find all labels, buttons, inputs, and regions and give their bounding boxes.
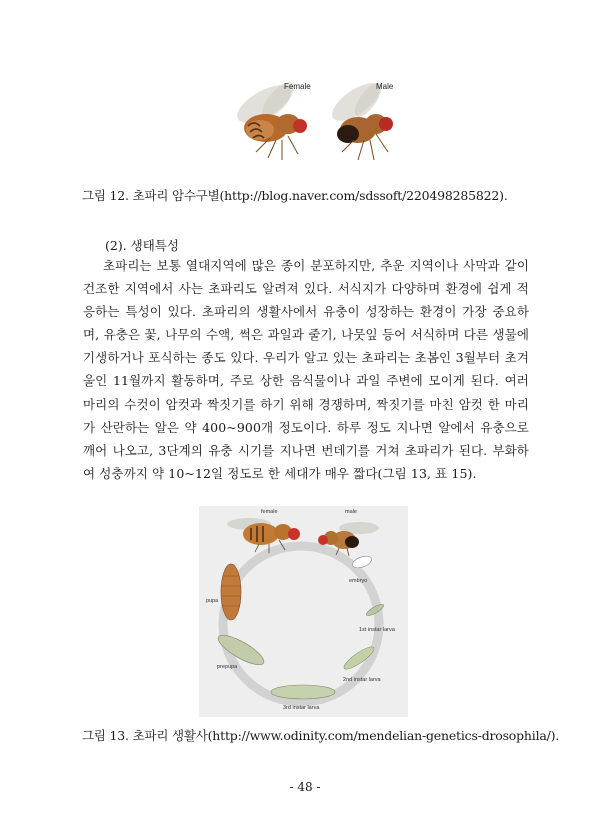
stage-label-embryo: embryo: [349, 578, 368, 584]
third-instar-shape: [271, 685, 335, 699]
male-label: Male: [376, 82, 394, 91]
stage-label-female: female: [261, 509, 278, 515]
figure-13-caption: 그림 13. 초파리 생활사(http://www.odinity.com/mendelian-genetics-drosophila/).: [82, 728, 560, 743]
stage-label-second-instar: 2nd instar larva: [343, 677, 381, 683]
section-heading: (2). 생태특성: [105, 238, 179, 253]
stage-label-third-instar: 3rd instar larva: [283, 705, 320, 711]
stage-label-first-instar: 1st instar larva: [359, 627, 395, 633]
page-number: - 48 -: [289, 780, 321, 794]
figure-13-image: [199, 506, 408, 717]
female-label: Female: [284, 82, 311, 91]
figure-12-caption: 그림 12. 초파리 암수구별(http://blog.naver.com/sdssoft/220498285822).: [82, 188, 508, 203]
pupa-shape: [221, 564, 241, 620]
life-cycle-diagram: [199, 506, 408, 717]
stage-label-prepupa: prepupa: [217, 664, 238, 670]
stage-label-pupa: pupa: [206, 598, 219, 604]
body-paragraph: 초파리는 보통 열대지역에 많은 종이 분포하지만, 추운 지역이나 사막과 같이 건조한 지역에서 사는 초파리도 알려져 있다. 서식지가 다양하며 환경에 쉽게 적응하는 특성이 있다. 초파리의 생활사에서 유충이 성장하는 환경이 가장 중요하며, 유충은 꽃, 나무의 수액, 썩은 과일과 줄기, 나뭇잎 등어 서식하며 다른 생물에 기생하거나 포식하는 종도 있다. 우리가 알고 있는 초파리는 초봄인 3월부터 초겨울인 11월까지 활동하며, 주로 상한 음식물이나 과일 주변에 모이게 된다. 여러 마리의 수컷이 암컷과 짝짓기를 하기 위해 경쟁하며, 짝짓기를 마친 암컷 한 마리가 산란하는 알은 약 400~900개 정도이다. 하루 정도 지나면 알에서 유충으로 깨어 나오고, 3단계의 유충 시기를 지나면 번데기를 거쳐 초파리가 된다. 부화하여 성충까지 약 10~12일 정도로 한 세대가 매우 짧다(그림 13, 표 15).: [83, 258, 529, 481]
figure-12-image: [226, 74, 406, 174]
stage-label-male: male: [345, 509, 357, 515]
